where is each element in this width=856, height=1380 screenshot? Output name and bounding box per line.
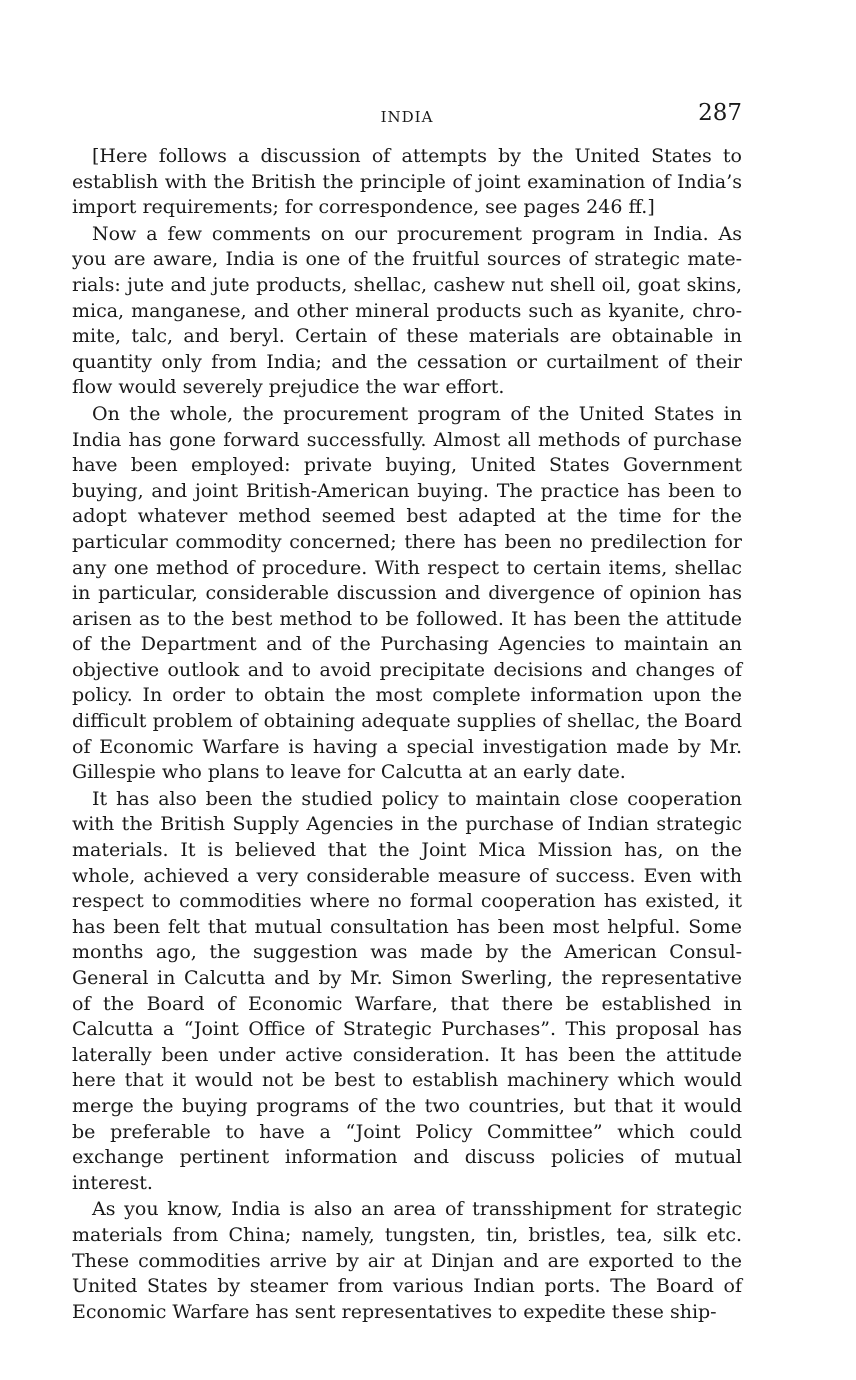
page-header-title: INDIA — [380, 108, 434, 126]
page-number: 287 — [698, 100, 742, 126]
british-cooperation-paragraph: It has also been the studied policy to maintain close cooperation with the British Supply Agencies in the purchase of Indian strategic materials. It is believed that the Joint Mica Mission has, on the whole, achieved a very considerable measure of success. Even with respect to commodities where no formal cooperation has existed, it has been felt that mutual consultation has been most helpful. Some months ago, the suggestion was made by the American Consul-General in Calcutta and by Mr. Simon Swerling, the representative of the Board of Economic Warfare, that there be established in Calcutta a “Joint Office of Strategic Purchases”. This proposal has laterally been under active consideration. It has been the attitude here that it would not be best to establish machinery which would merge the buying programs of the two countries, but that it would be preferable to have a “Joint Policy Committee” which could exchange pertinent information and discuss policies of mutual interest. — [72, 787, 742, 1194]
document-body — [72, 144, 742, 1325]
transshipment-paragraph: As you know, India is also an area of transshipment for strategic materials from China; namely, tungsten, tin, bristles, tea, silk etc. These commodities arrive by air at Dinjan and are exported to the United States by steamer from various Indian ports. The Board of Economic Warfare has sent representatives to expedite these ship- — [72, 1198, 742, 1323]
procurement-program-paragraph: Now a few comments on our procurement program in India. As you are aware, India is one of the fruitful sources of strategic materials: jute and jute products, shellac, cashew nut shell oil, goat skins, mica, manganese, and other mineral products such as kyanite, chromite, talc, and beryl. Certain of these materials are obtainable in quantity only from India; and the cessation or curtailment of their flow would severely prejudice the war effort. — [72, 222, 742, 399]
document-page — [72, 100, 742, 1325]
procurement-methods-paragraph: On the whole, the procurement program of the United States in India has gone forward successfully. Almost all methods of purchase have been employed: private buying, United States Government buying, and joint British-American buying. The practice has been to adopt whatever method seemed best adapted at the time for the particular commodity concerned; there has been no predilection for any one method of procedure. With respect to certain items, shellac in particular, considerable discussion and divergence of opinion has arisen as to the best method to be followed. It has been the attitude of the Department and of the Purchasing Agencies to maintain an objective outlook and to avoid precipitate decisions and changes of policy. In order to obtain the most complete information upon the difficult problem of obtaining adequate supplies of shellac, the Board of Economic Warfare is having a special investigation made by Mr. Gillespie who plans to leave for Calcutta at an early date. — [72, 402, 742, 784]
running-header — [72, 100, 742, 134]
editorial-note-paragraph: [Here follows a discussion of attempts by the United States to establish with the British the principle of joint examination of India’s import requirements; for correspondence, see pages 246 ff.] — [72, 145, 742, 219]
